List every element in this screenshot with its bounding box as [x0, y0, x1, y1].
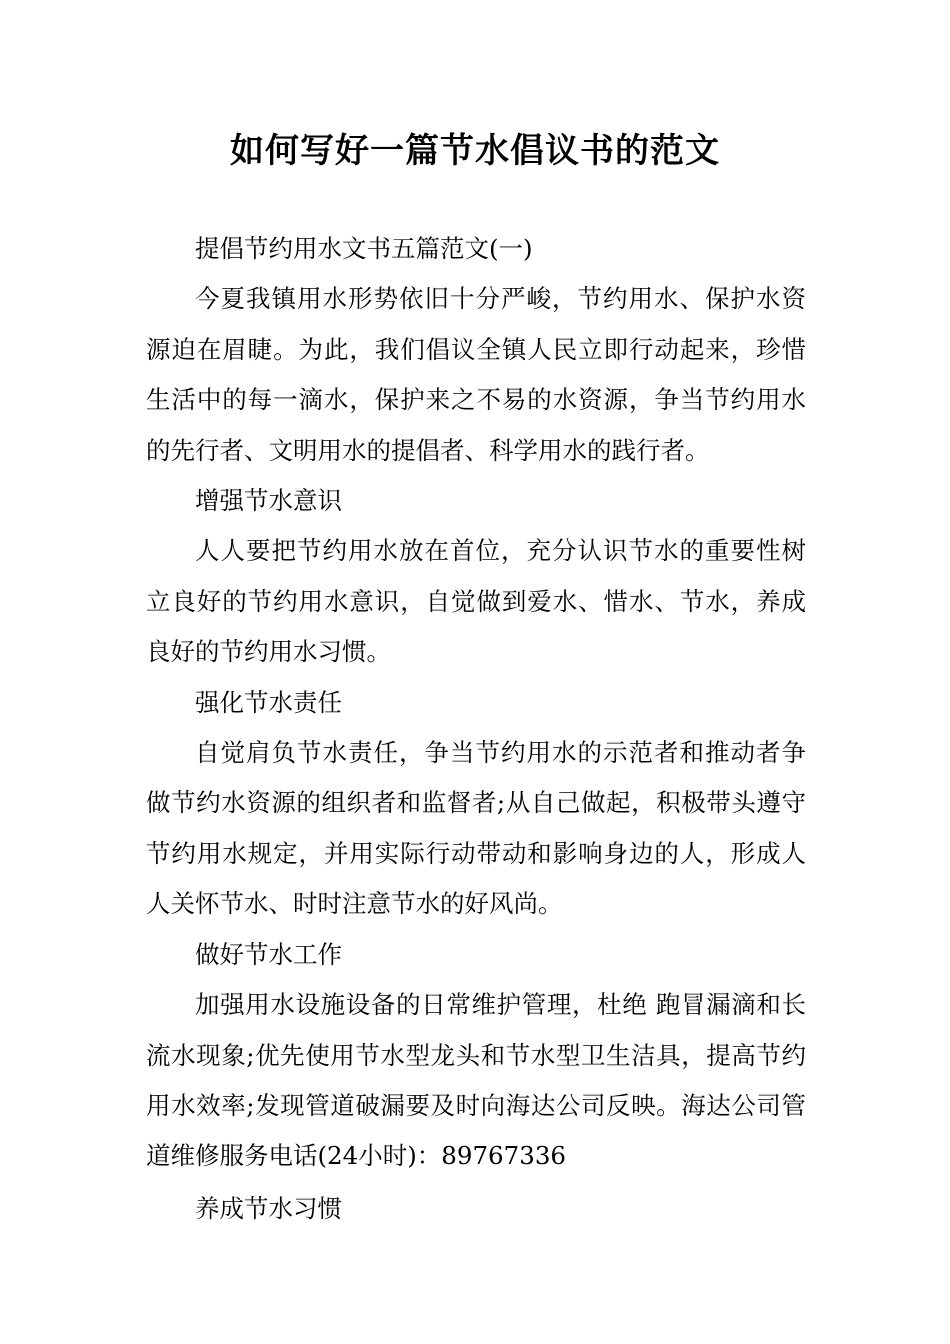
- paragraph-work: 加强用水设施设备的日常维护管理，杜绝 跑冒漏滴和长流水现象;优先使用节水型龙头和节水型卫生洁具，提高节约用水效率;发现管道破漏要及时向海达公司反映。海达公司管道维修服务电话(24小时)：89767336: [146, 990, 806, 1171]
- section-heading-habits: 养成节水习惯: [195, 1193, 342, 1223]
- paragraph-intro: 今夏我镇用水形势依旧十分严峻，节约用水、保护水资源迫在眉睫。为此，我们倡议全镇人民立即行动起来，珍惜生活中的每一滴水，保护来之不易的水资源，争当节约用水的先行者、文明用水的提倡者、科学用水的践行者。: [146, 284, 806, 465]
- document-body: [146, 224, 806, 1234]
- section-heading-work: 做好节水工作: [195, 939, 342, 969]
- section-heading-fanwen: 提倡节约用水文书五篇范文(一): [195, 234, 533, 263]
- section-heading-awareness: 增强节水意识: [195, 486, 342, 516]
- document-title: 如何写好一篇节水倡议书的范文: [230, 131, 720, 171]
- section-heading-responsibility: 强化节水责任: [195, 687, 342, 717]
- paragraph-responsibility: 自觉肩负节水责任，争当节约用水的示范者和推动者争做节约水资源的组织者和监督者;从自己做起，积极带头遵守节约用水规定，并用实际行动带动和影响身边的人，形成人人关怀节水、时时注意节水的好风尚。: [146, 738, 806, 919]
- paragraph-awareness: 人人要把节约用水放在首位，充分认识节水的重要性树立良好的节约用水意识，自觉做到爱水、惜水、节水，养成良好的节约用水习惯。: [146, 536, 806, 667]
